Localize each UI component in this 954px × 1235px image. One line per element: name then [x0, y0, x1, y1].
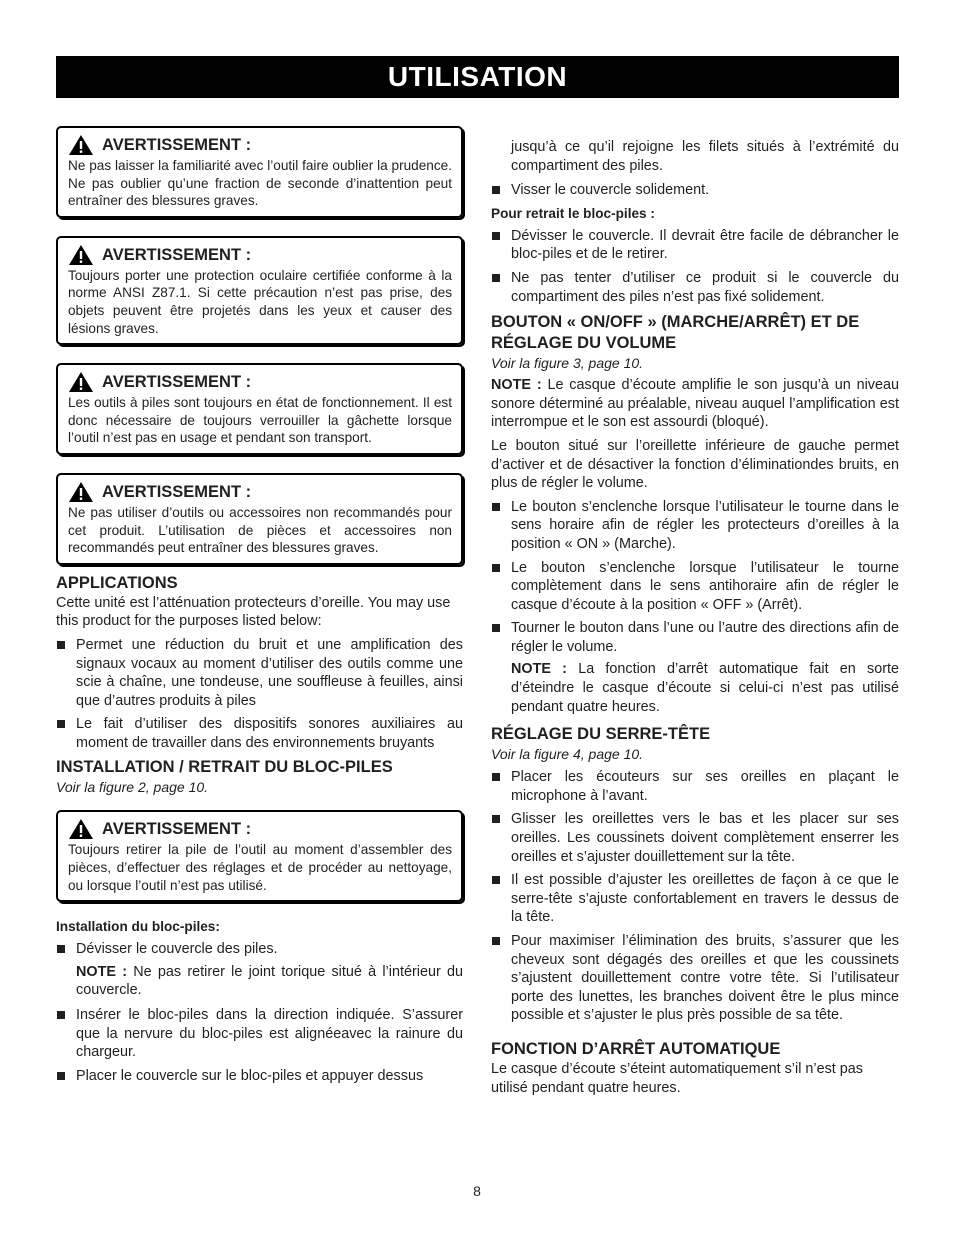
installation-sub-label: Installation du bloc-piles:	[56, 919, 220, 935]
square-bullet-icon	[492, 274, 500, 282]
list-item-text: Le bouton s’enclenche lorsque l’utilisateur le tourne dans le sens horaire afin de régler les protecteurs d’oreilles à la position « ON » (Marche).	[511, 498, 899, 552]
list-item	[491, 181, 899, 200]
left-column	[56, 126, 463, 1090]
list-item	[56, 715, 463, 752]
figure-reference: Voir la figure 3, page 10.	[491, 355, 644, 372]
square-bullet-icon	[492, 876, 500, 884]
warning-triangle-icon	[68, 134, 94, 156]
headband-heading: RÉGLAGE DU SERRE-TÊTE	[491, 725, 711, 744]
warning-box-battery-tools	[56, 363, 463, 455]
warning-triangle-icon	[68, 244, 94, 266]
warning-box-familiarity	[56, 126, 463, 218]
applications-intro: Cette unité est l’atténuation protecteurs d’oreille. You may use this product for the purposes listed below:	[56, 594, 451, 630]
warning-triangle-icon	[68, 818, 94, 840]
square-bullet-icon	[492, 503, 500, 511]
page-title: UTILISATION	[56, 56, 899, 98]
list-item	[56, 940, 463, 959]
warning-title: AVERTISSEMENT :	[102, 820, 252, 839]
list-item	[56, 1067, 463, 1086]
list-item-text: Dévisser le couvercle des piles.	[76, 941, 278, 958]
square-bullet-icon	[492, 186, 500, 194]
warning-heading	[68, 371, 452, 393]
list-item	[491, 269, 899, 306]
onoff-list	[491, 498, 899, 657]
removal-list	[491, 227, 899, 306]
list-item	[491, 810, 899, 866]
list-item-text: Il est possible d’ajuster les oreillettes de façon à ce que le serre-tête s’ajuste confortablement en travers le dessus de la tête.	[511, 872, 899, 926]
list-item	[491, 871, 899, 927]
warning-title: AVERTISSEMENT :	[102, 482, 252, 501]
onoff-note-2	[491, 660, 899, 716]
list-item-text: Ne pas tenter d’utiliser ce produit si le couvercle du compartiment des piles n’est pas fixé solidement.	[511, 269, 899, 305]
square-bullet-icon	[57, 641, 65, 649]
square-bullet-icon	[492, 564, 500, 572]
note-label: NOTE :	[76, 963, 128, 980]
auto-off-text: Le casque d’écoute s’éteint automatiquement s’il n’est pas utilisé pendant quatre heures.	[491, 1060, 863, 1096]
list-item-text: Permet une réduction du bruit et une amplification des signaux vocaux au moment d’utiliser des outils comme une scie à chaîne, une tondeuse, une souffleuse à feuilles, ainsi que d’autres produits à piles	[76, 636, 463, 709]
square-bullet-icon	[492, 937, 500, 945]
onoff-note	[491, 376, 899, 432]
square-bullet-icon	[492, 232, 500, 240]
list-item	[491, 559, 899, 615]
auto-off-heading: FONCTION D’ARRÊT AUTOMATIQUE	[491, 1039, 781, 1058]
note-text: La fonction d’arrêt automatique fait en sorte d’éteindre le casque d’écoute si celui-ci n’est pas utilisé pendant quatre heures.	[511, 661, 900, 715]
square-bullet-icon	[57, 720, 65, 728]
list-item-text: Le fait d’utiliser des dispositifs sonores auxiliaires au moment de travailler dans des environnements bruyants	[76, 716, 463, 751]
square-bullet-icon	[57, 1072, 65, 1080]
list-item-text: Tourner le bouton dans l’une ou l’autre des directions afin de régler le volume.	[511, 620, 899, 655]
square-bullet-icon	[492, 624, 500, 632]
square-bullet-icon	[57, 1011, 65, 1019]
installation-steps-cont	[56, 1006, 463, 1085]
warning-heading	[68, 134, 452, 156]
installation-heading: INSTALLATION / RETRAIT DU BLOC-PILES	[56, 758, 393, 777]
warning-heading	[68, 818, 452, 840]
warning-box-eye-protection	[56, 236, 463, 345]
warning-box-remove-battery	[56, 810, 463, 902]
right-column	[491, 138, 899, 1102]
warning-title: AVERTISSEMENT :	[102, 373, 252, 392]
note-label: NOTE :	[491, 377, 542, 394]
warning-text: Ne pas utiliser d’outils ou accessoires non recommandés pour cet produit. L’utilisation de pièces et accessoires non recommandés peut entraîner des blessures graves.	[68, 504, 452, 556]
warning-heading	[68, 481, 452, 503]
headband-list	[491, 768, 899, 1025]
installation-steps	[56, 940, 463, 959]
warning-text: Les outils à piles sont toujours en état de fonctionnement. Il est donc nécessaire de toujours verrouiller la gâchette lorsque l’outil n’est pas en usage et pendant son transport.	[68, 395, 452, 446]
page-number: 8	[473, 1183, 481, 1199]
figure-reference: Voir la figure 4, page 10.	[491, 746, 644, 763]
figure-reference: Voir la figure 2, page 10.	[56, 779, 209, 796]
square-bullet-icon	[57, 945, 65, 953]
list-item	[491, 619, 899, 656]
warning-triangle-icon	[68, 481, 94, 503]
warning-box-accessories	[56, 473, 463, 565]
list-item-text: Visser le couvercle solidement.	[511, 182, 710, 199]
list-item-text: Dévisser le couvercle. Il devrait être facile de débrancher le bloc-piles et de le retirer.	[511, 227, 899, 263]
list-item	[491, 768, 899, 805]
warning-text: Toujours retirer la pile de l’outil au moment d’assembler des pièces, d’effectuer des réglages et de procéder au nettoyage, ou lorsque l’outil n’est pas utilisé.	[68, 842, 452, 893]
list-item-text: Le bouton s’enclenche lorsque l’utilisateur le tourne complètement dans le sens antihoraire afin de régler le casque d’écoute à la position « OFF » (Arrêt).	[511, 559, 899, 613]
square-bullet-icon	[492, 815, 500, 823]
note-label: NOTE :	[511, 661, 567, 678]
list-item	[491, 498, 899, 554]
warning-text: Toujours porter une protection oculaire certifiée conforme à la norme ANSI Z87.1. Si cette précaution n’est pas prise, des objets peuvent être projetés dans les yeux et causer des lésions graves.	[68, 267, 452, 336]
warning-title: AVERTISSEMENT :	[102, 136, 252, 154]
onoff-paragraph: Le bouton situé sur l’oreillette inférieure de gauche permet d’activer et de désactiver la fonction d’éliminationdes bruits, en plus de régler le volume.	[491, 437, 899, 492]
onoff-heading: BOUTON « ON/OFF » (MARCHE/ARRÊT) ET DE RÉGLAGE DU VOLUME	[491, 313, 860, 353]
warning-text: Ne pas laisser la familiarité avec l’outil faire oublier la prudence. Ne pas oublier qu’une fraction de seconde d’inattention peut entraîner des blessures graves.	[68, 158, 452, 209]
installation-note	[56, 963, 463, 1000]
applications-list	[56, 636, 463, 753]
installation-continuation: jusqu’à ce qu’il rejoigne les filets situés à l’extrémité du compartiment des piles.	[511, 139, 899, 174]
list-item-text: Placer le couvercle sur le bloc-piles et appuyer dessus	[76, 1067, 424, 1084]
list-item	[56, 636, 463, 710]
note-text: Le casque d’écoute amplifie le son jusqu’à un niveau sonore déterminé au préalable, niveau auquel l’amplification est interrompue et le son est assourdi (bloqué).	[491, 377, 899, 431]
screw-list	[491, 181, 899, 200]
warning-triangle-icon	[68, 371, 94, 393]
list-item	[56, 1006, 463, 1062]
square-bullet-icon	[492, 773, 500, 781]
note-text: Ne pas retirer le joint torique situé à l’intérieur du couvercle.	[76, 963, 463, 999]
list-item-text: Glisser les oreillettes vers le bas et les placer sur ses oreilles. Les coussinets doivent complètement enserrer les oreilles et s’ajuster douillettement sur la tête.	[511, 811, 899, 865]
list-item-text: Placer les écouteurs sur ses oreilles en plaçant le microphone à l’avant.	[511, 769, 899, 804]
list-item-text: Pour maximiser l’élimination des bruits, s’assurer que les cheveux sont dégagés des oreilles et que les coussinets s’ajustent douillettement contre votre tête. Si l’utilisateur porte des lunettes, les branches doivent être le plus mince possible et s’ajuster le plus près possible de sa tête.	[511, 933, 899, 1024]
list-item	[491, 227, 899, 264]
list-item-text: Insérer le bloc-piles dans la direction indiquée. S’assurer que la nervure du bloc-piles est alignéeavec la rainure du chargeur.	[76, 1007, 463, 1061]
warning-title: AVERTISSEMENT :	[102, 245, 252, 264]
removal-label: Pour retrait le bloc-piles :	[491, 205, 655, 221]
warning-heading	[68, 244, 452, 266]
list-item	[491, 932, 899, 1025]
applications-heading: APPLICATIONS	[56, 573, 178, 592]
